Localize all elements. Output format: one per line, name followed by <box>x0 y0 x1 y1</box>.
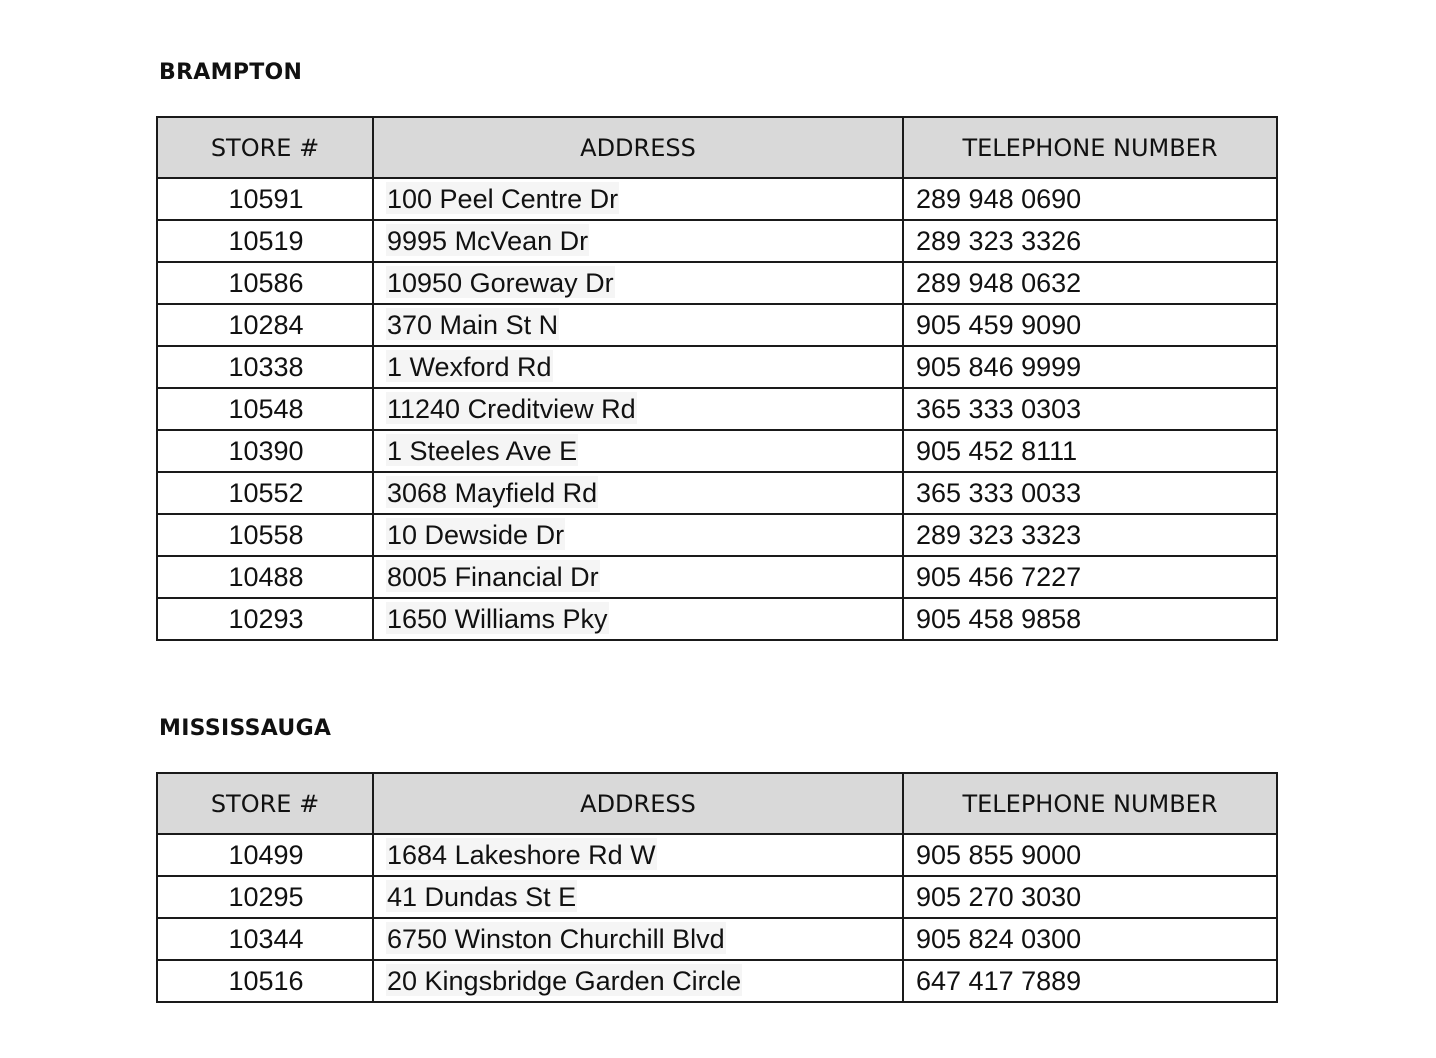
address-text: 11240 Creditview Rd <box>387 393 636 424</box>
table-row <box>157 472 1277 514</box>
address-cell <box>373 388 903 430</box>
store-number-cell: 10586 <box>157 262 373 304</box>
store-number-cell: 10552 <box>157 472 373 514</box>
table-row <box>157 178 1277 220</box>
address-text: 8005 Financial Dr <box>387 561 599 592</box>
table-row <box>157 430 1277 472</box>
table-row <box>157 598 1277 640</box>
column-header-address: ADDRESS <box>373 773 903 834</box>
table-body <box>157 178 1277 640</box>
telephone-cell: 905 855 9000 <box>903 834 1277 876</box>
address-cell <box>373 262 903 304</box>
table-row <box>157 220 1277 262</box>
telephone-cell: 905 270 3030 <box>903 876 1277 918</box>
address-cell <box>373 514 903 556</box>
address-text: 10950 Goreway Dr <box>387 267 614 298</box>
table-row <box>157 388 1277 430</box>
store-number-cell: 10338 <box>157 346 373 388</box>
address-text: 10 Dewside Dr <box>387 519 565 550</box>
store-number-cell: 10519 <box>157 220 373 262</box>
address-cell <box>373 960 903 1002</box>
store-number-cell: 10548 <box>157 388 373 430</box>
store-number-cell: 10591 <box>157 178 373 220</box>
store-table-brampton <box>156 116 1278 641</box>
store-number-cell: 10284 <box>157 304 373 346</box>
column-header-address: ADDRESS <box>373 117 903 178</box>
address-text: 1 Steeles Ave E <box>387 435 578 466</box>
store-number-cell: 10499 <box>157 834 373 876</box>
address-cell <box>373 178 903 220</box>
telephone-cell: 905 458 9858 <box>903 598 1277 640</box>
telephone-cell: 289 948 0632 <box>903 262 1277 304</box>
store-number-cell: 10516 <box>157 960 373 1002</box>
address-cell <box>373 556 903 598</box>
address-text: 1 Wexford Rd <box>387 351 552 382</box>
telephone-cell: 905 452 8111 <box>903 430 1277 472</box>
table-row <box>157 918 1277 960</box>
address-text: 9995 McVean Dr <box>387 225 589 256</box>
table-row <box>157 346 1277 388</box>
address-cell <box>373 430 903 472</box>
telephone-cell: 289 948 0690 <box>903 178 1277 220</box>
column-header-store: STORE # <box>157 773 373 834</box>
address-text: 1684 Lakeshore Rd W <box>387 839 656 870</box>
table-header-row <box>157 117 1277 178</box>
telephone-cell: 365 333 0303 <box>903 388 1277 430</box>
table-body <box>157 834 1277 1002</box>
telephone-cell: 905 824 0300 <box>903 918 1277 960</box>
table-row <box>157 876 1277 918</box>
table-row <box>157 514 1277 556</box>
column-header-telephone: TELEPHONE NUMBER <box>903 773 1277 834</box>
column-header-telephone: TELEPHONE NUMBER <box>903 117 1277 178</box>
address-cell <box>373 346 903 388</box>
section-heading-brampton: BRAMPTON <box>159 60 303 85</box>
table-row <box>157 262 1277 304</box>
telephone-cell: 905 459 9090 <box>903 304 1277 346</box>
address-text: 20 Kingsbridge Garden Circle <box>387 965 742 996</box>
telephone-cell: 289 323 3326 <box>903 220 1277 262</box>
address-cell <box>373 876 903 918</box>
address-text: 100 Peel Centre Dr <box>387 183 619 214</box>
telephone-cell: 365 333 0033 <box>903 472 1277 514</box>
address-cell <box>373 472 903 514</box>
table-row <box>157 834 1277 876</box>
telephone-cell: 647 417 7889 <box>903 960 1277 1002</box>
store-number-cell: 10488 <box>157 556 373 598</box>
address-text: 1650 Williams Pky <box>387 603 608 634</box>
address-text: 41 Dundas St E <box>387 881 577 912</box>
table-row <box>157 556 1277 598</box>
store-number-cell: 10558 <box>157 514 373 556</box>
table-row <box>157 304 1277 346</box>
store-number-cell: 10344 <box>157 918 373 960</box>
address-text: 370 Main St N <box>387 309 559 340</box>
address-text: 6750 Winston Churchill Blvd <box>387 923 725 954</box>
column-header-store: STORE # <box>157 117 373 178</box>
telephone-cell: 289 323 3323 <box>903 514 1277 556</box>
store-table-mississauga <box>156 772 1278 1003</box>
store-number-cell: 10390 <box>157 430 373 472</box>
address-cell <box>373 918 903 960</box>
address-cell <box>373 598 903 640</box>
address-text: 3068 Mayfield Rd <box>387 477 598 508</box>
address-cell <box>373 834 903 876</box>
store-number-cell: 10293 <box>157 598 373 640</box>
table-row <box>157 960 1277 1002</box>
store-number-cell: 10295 <box>157 876 373 918</box>
section-heading-mississauga: MISSISSAUGA <box>159 716 332 741</box>
telephone-cell: 905 846 9999 <box>903 346 1277 388</box>
address-cell <box>373 220 903 262</box>
address-cell <box>373 304 903 346</box>
table-header-row <box>157 773 1277 834</box>
telephone-cell: 905 456 7227 <box>903 556 1277 598</box>
